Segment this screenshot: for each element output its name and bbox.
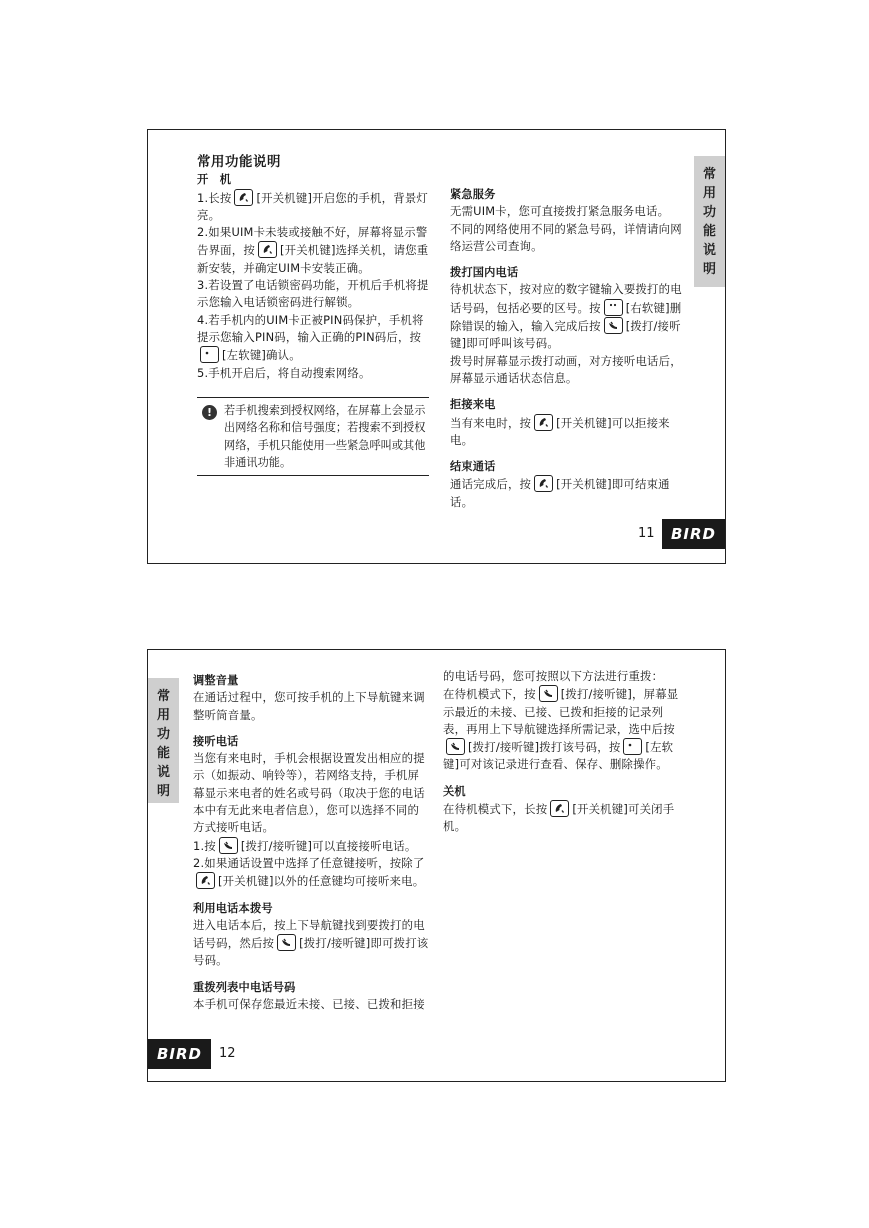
answer-call-step-2: 2.如果通话设置中选择了任意键接听，按除了 [开关机键]以外的任意键均可接听来电。 — [193, 855, 425, 889]
volume-heading: 调整音量 — [193, 674, 239, 687]
volume-text: 在通话过程中，您可按手机的上下导航键来调整听筒音量。 — [193, 690, 425, 722]
answer-call-step-1: 1.按 [拨打/接听键]可以直接接听电话。 — [193, 838, 417, 853]
call-key-icon — [539, 685, 558, 702]
redial-text-continued-2: 在待机模式下，按 [拨打/接听键]，屏幕显示最近的未接、已接、已拨和拒接的记录列表，再用上下导航键选择所需记录，选中后按 [拨打/接听键]拨打该号码，按 [左软键]可对该记录进行查看、保存、删除操作。 — [443, 687, 679, 772]
emergency-text-2: 不同的网络使用不同的紧急号码，详情请向网络运营公司查询。 — [450, 221, 682, 253]
phonebook-dial-heading: 利用电话本拨号 — [193, 901, 273, 915]
call-key-icon — [604, 317, 623, 334]
domestic-call-text-2: 拨号时屏幕显示拨打动画，对方接听电话后，屏幕显示通话状态信息。 — [450, 353, 682, 385]
section-side-tab: 常 用 功 能 说 明 — [694, 156, 725, 287]
power-off-text: 在待机模式下，长按 [开关机键]可关闭手机。 — [443, 802, 675, 834]
redial-text-continued-1: 的电话号码，您可按照以下方法进行重拨： — [443, 669, 664, 683]
power-on-step-2: 2.如果UIM卡未装或接触不好，屏幕将显示警告界面，按 [开关机键]选择关机，请您重新安装，并确定UIM卡安装正确。 — [197, 225, 429, 275]
reject-call-text: 当有来电时，按 [开关机键]可以拒接来电。 — [450, 415, 670, 447]
domestic-call-heading: 拨打国内电话 — [450, 266, 519, 280]
power-key-icon — [534, 414, 553, 431]
answer-call-text: 当您有来电时，手机会根据设置发出相应的提示（如振动、响铃等），若网络支持，手机屏幕显示来电者的姓名或号码（取决于您的电话本中有无此来电者信息），您可以选择不同的方式接听电话。 — [193, 751, 425, 835]
section-side-tab: 常 用 功 能 说 明 — [148, 678, 179, 803]
left-soft-key-icon — [623, 738, 642, 755]
warning-icon: ! — [202, 405, 217, 420]
call-key-icon — [219, 837, 238, 854]
left-column — [193, 672, 429, 1013]
emergency-text-1: 无需UIM卡，您可直接拨打紧急服务电话。 — [450, 204, 670, 219]
power-off-heading: 关机 — [443, 784, 466, 798]
call-key-icon — [446, 738, 465, 755]
manual-page-12 — [147, 649, 726, 1082]
bird-logo: BIRD — [662, 519, 725, 549]
phonebook-dial-text: 进入电话本后，按上下导航键找到要拨打的电话号码，然后按 [拨打/接听键]即可拨打该号码。 — [193, 917, 429, 968]
power-key-icon — [234, 189, 253, 206]
page-number: 12 — [219, 1046, 236, 1061]
network-note: ! 若手机搜索到授权网络，在屏幕上会显示出网络名称和信号强度；若搜索不到授权网络，手机只能使用一些紧急呼叫或其他非通讯功能。 — [197, 397, 429, 476]
redial-heading: 重拨列表中电话号码 — [193, 980, 296, 994]
right-soft-key-icon — [604, 299, 623, 316]
manual-page-11 — [147, 129, 726, 564]
power-on-step-4: 4.若手机内的UIM卡正被PIN码保护，手机将提示您输入PIN码，输入正确的PIN码后，按 [左软键]确认。 — [197, 312, 424, 363]
call-key-icon — [277, 934, 296, 951]
right-column — [450, 186, 684, 511]
end-call-heading: 结束通话 — [450, 460, 496, 474]
power-on-step-1: 1.长按 [开关机键]开启您的手机，背景灯亮。 — [197, 190, 429, 222]
reject-call-heading: 拒接来电 — [450, 398, 496, 412]
left-soft-key-icon — [200, 346, 219, 363]
power-key-icon — [196, 872, 215, 889]
power-on-step-5: 5.手机开启后，将自动搜索网络。 — [197, 365, 371, 380]
power-on-step-3: 3.若设置了电话锁密码功能，开机后手机将提示您输入电话锁密码进行解锁。 — [197, 278, 429, 310]
answer-call-heading: 接听电话 — [193, 734, 239, 748]
bird-logo: BIRD — [148, 1039, 211, 1069]
redial-text: 本手机可保存您最近未接、已接、已拨和拒接 — [193, 997, 425, 1012]
left-column — [197, 154, 429, 382]
domestic-call-text: 待机状态下，按对应的数字键输入要拨打的电话号码，包括必要的区号。按 [右软键]删除错误的输入，输入完成后按 [拨打/接听键]即可呼叫该号码。 — [450, 282, 682, 351]
power-on-heading: 开 机 — [197, 173, 232, 187]
power-key-icon — [534, 475, 553, 492]
end-call-text: 通话完成后，按 [开关机键]即可结束通话。 — [450, 477, 670, 509]
power-key-icon — [550, 800, 569, 817]
emergency-heading: 紧急服务 — [450, 188, 496, 201]
power-key-icon — [258, 241, 277, 258]
right-column — [443, 668, 685, 836]
page-title: 常用功能说明 — [197, 155, 281, 170]
page-number: 11 — [638, 526, 655, 541]
